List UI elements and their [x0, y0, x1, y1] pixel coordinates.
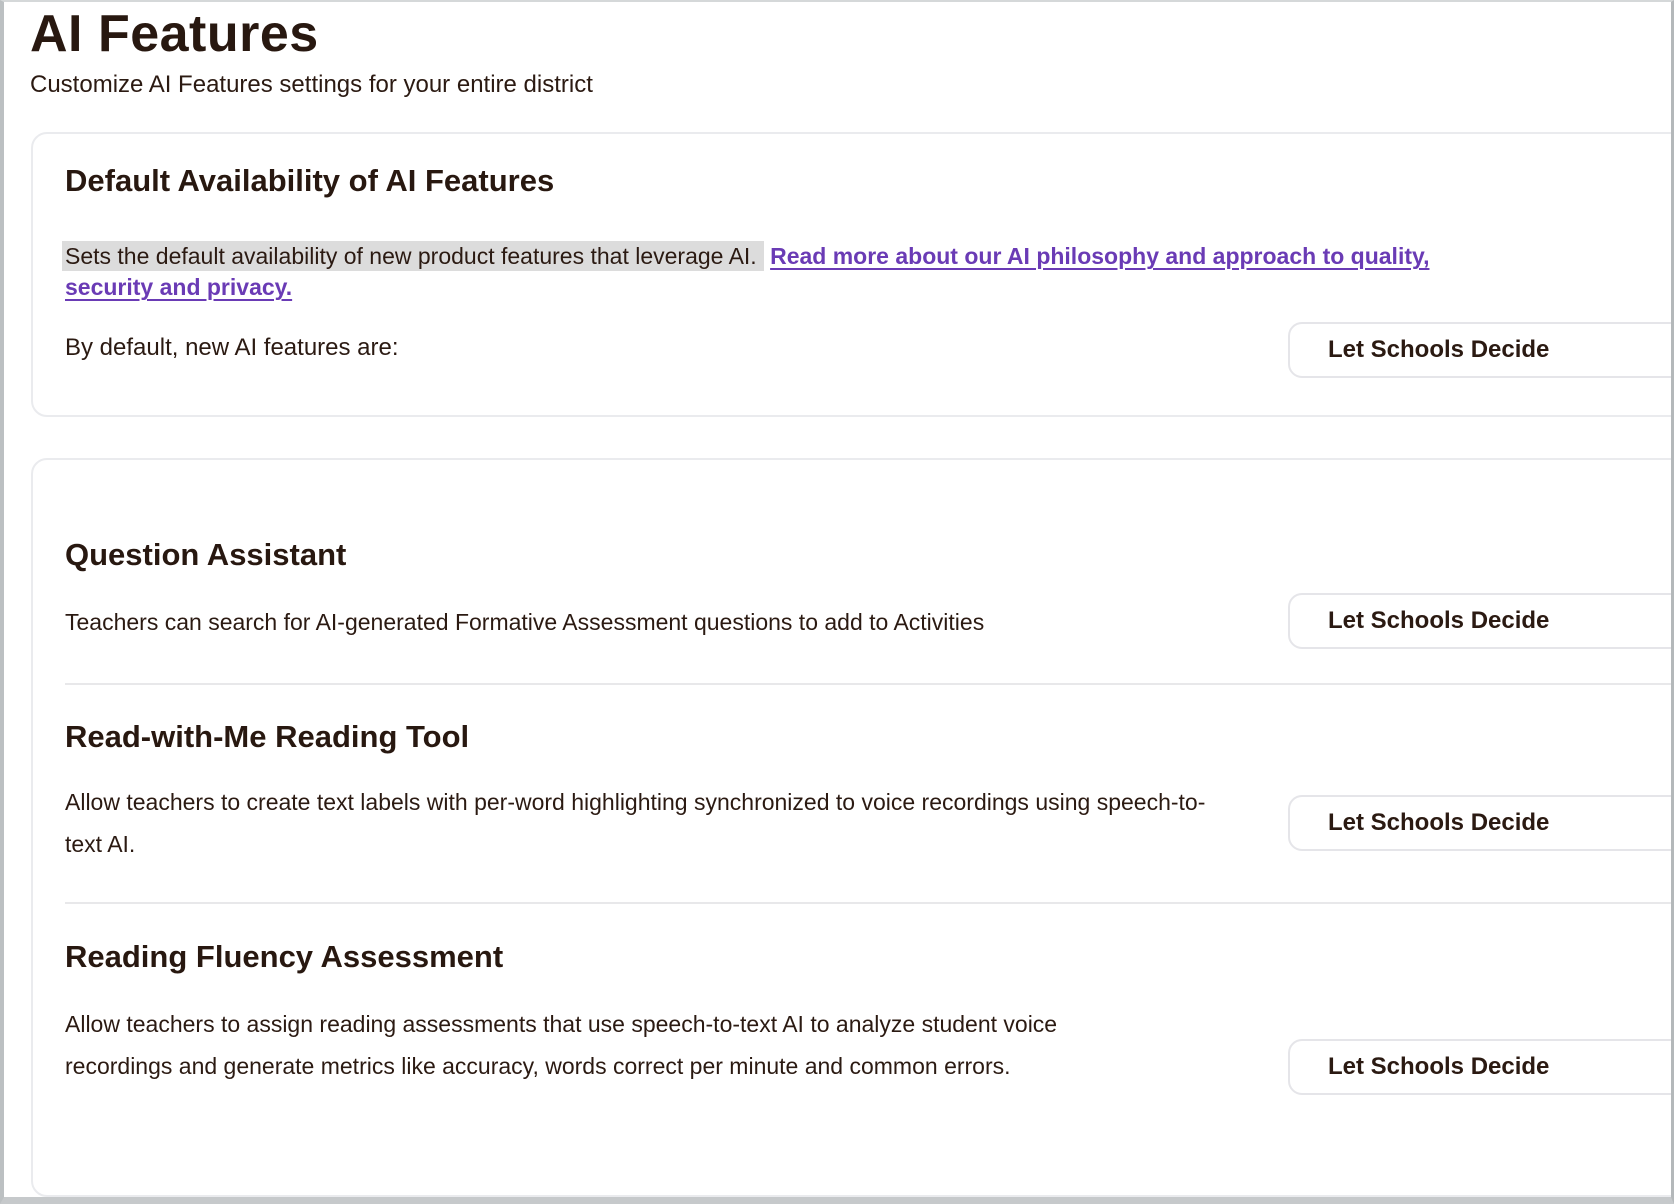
row-divider [65, 683, 1674, 685]
default-availability-heading: Default Availability of AI Features [65, 163, 555, 198]
ai-philosophy-link[interactable]: Read more about our AI philosophy and approach to quality, [770, 243, 1430, 269]
highlighted-sentence: Sets the default availability of new product features that leverage AI. [62, 241, 764, 271]
reading-fluency-dropdown-value: Let Schools Decide [1328, 1053, 1550, 1080]
default-availability-dropdown[interactable] [1288, 322, 1674, 378]
question-assistant-description: Teachers can search for AI-generated Formative Assessment questions to add to Activities [65, 609, 985, 635]
question-assistant-dropdown-value: Let Schools Decide [1328, 607, 1550, 634]
default-availability-row-label: By default, new AI features are: [65, 334, 399, 361]
row-divider [65, 902, 1674, 904]
ai-features-card [31, 458, 1674, 1197]
reading-fluency-heading: Reading Fluency Assessment [65, 939, 504, 974]
page-title: AI Features [30, 5, 319, 63]
default-availability-description [65, 241, 1565, 303]
question-assistant-heading: Question Assistant [65, 537, 347, 572]
reading-fluency-description: Allow teachers to assign reading assessments that use speech-to-text AI to analyze student voice recordings and generate metrics like accuracy, words correct per minute and common errors. [65, 1011, 1058, 1079]
read-with-me-dropdown[interactable] [1288, 795, 1674, 851]
reading-fluency-dropdown[interactable] [1288, 1039, 1674, 1095]
read-with-me-description: Allow teachers to create text labels with per-word highlighting synchronized to voice recordings using speech-to-text AI. [65, 789, 1206, 857]
default-availability-dropdown-value: Let Schools Decide [1328, 336, 1550, 363]
read-with-me-heading: Read-with-Me Reading Tool [65, 719, 470, 754]
question-assistant-dropdown[interactable] [1288, 593, 1674, 649]
read-with-me-dropdown-value: Let Schools Decide [1328, 809, 1550, 836]
ai-philosophy-link-line2[interactable]: security and privacy. [65, 274, 293, 300]
default-availability-card [31, 132, 1674, 417]
page-subtitle: Customize AI Features settings for your entire district [30, 71, 593, 98]
